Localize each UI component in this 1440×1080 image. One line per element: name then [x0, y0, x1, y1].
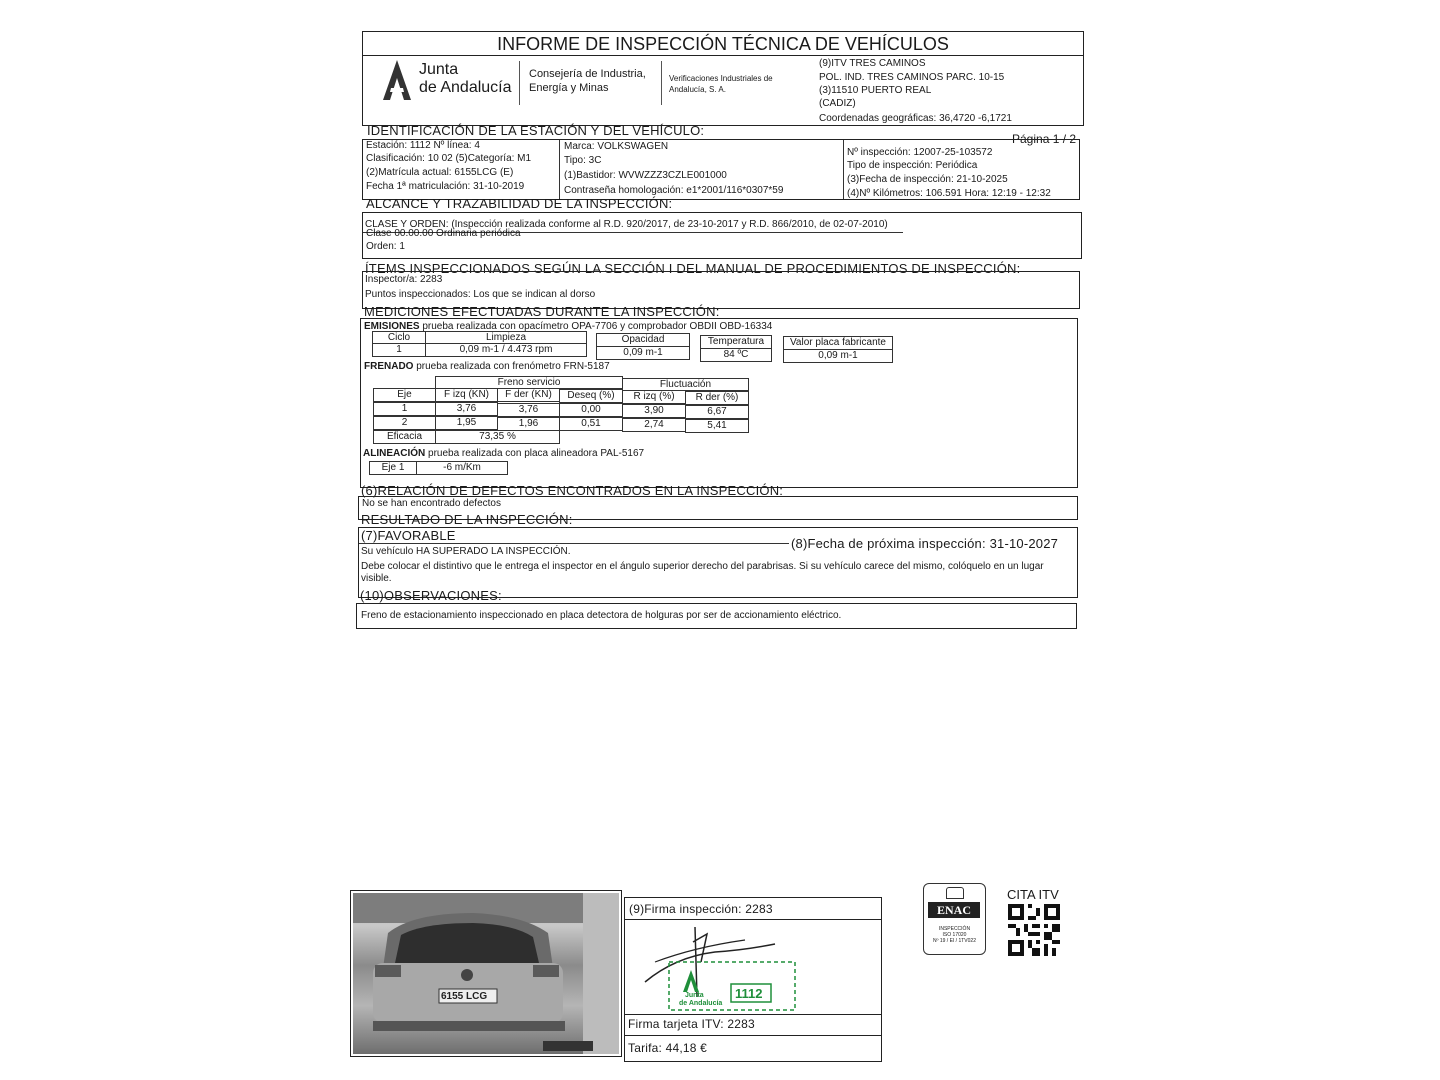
qr-code-icon[interactable]: [1008, 904, 1060, 956]
resultado-line2: Debe colocar el distintivo que le entrega el inspector en el ángulo superior derecho del parabrisas. Si su vehículo carece del mismo, colóquelo en un lugar: [361, 561, 1044, 572]
alcance-clase-orden: CLASE Y ORDEN: (Inspección realizada conforme al R.D. 920/2017, de 23-10-2017 y R.D. 866/2010, de 02-07-2010): [365, 219, 888, 230]
observaciones-box: [356, 603, 1077, 629]
signature-divider-3: [625, 1035, 881, 1036]
identificacion-heading: IDENTIFICACIÓN DE LA ESTACIÓN Y DEL VEHÍCULO:: [367, 123, 705, 138]
signature-box: [624, 897, 882, 1062]
table-row-2-r-izq: 2,74: [622, 418, 686, 432]
emisiones-label: EMISIONES: [364, 321, 420, 332]
alineacion-text: prueba realizada con placa alineadora PAL-5167: [425, 448, 645, 459]
header-divider-1: [519, 61, 520, 105]
alineacion-line: [363, 448, 644, 460]
table-row-1-deseq: 0,00: [559, 403, 623, 417]
f-der-header: F der (KN): [497, 388, 560, 402]
alcance-box: [362, 212, 1082, 259]
id-kilometros: (4)Nº Kilómetros: 106.591 Hora: 12:19 - 12:32: [847, 188, 1051, 199]
table-row-1-f-izq: 3,76: [435, 402, 498, 416]
page-number: Página 1 / 2: [1012, 132, 1077, 146]
table-row-1-r-izq: 3,90: [622, 404, 686, 418]
id-tipo: Tipo: 3C: [564, 155, 602, 166]
id-divider-1: [559, 140, 560, 199]
page-title: INFORME DE INSPECCIÓN TÉCNICA DE VEHÍCULOS: [497, 34, 949, 54]
crown-icon: [946, 887, 964, 899]
observaciones-text: Freno de estacionamiento inspeccionado en placa detectora de holguras por ser de accionamiento eléctrico.: [361, 610, 842, 621]
frenado-line: [364, 361, 610, 373]
alcance-orden: Orden: 1: [366, 241, 405, 252]
placa-header: Valor placa fabricante: [783, 336, 893, 350]
tarifa: Tarifa: 44,18 €: [628, 1041, 708, 1055]
id-clasificacion: Clasificación: 10 02 (5)Categoría: M1: [366, 153, 532, 164]
title-box: [362, 31, 1084, 56]
stamp-number: 1112: [735, 986, 763, 1001]
proxima-inspeccion: (8)Fecha de próxima inspección: 31-10-2027: [791, 536, 1059, 551]
id-fecha-inspeccion: (3)Fecha de inspección: 21-10-2025: [847, 174, 1008, 185]
enac-line1: INSPECCIÓN: [938, 926, 971, 932]
opacidad-value: 0,09 m-1: [596, 346, 690, 360]
resultado-divider: [359, 543, 789, 544]
placa-value: 0,09 m-1: [783, 349, 893, 363]
eje-header: Eje: [373, 388, 436, 402]
stamp-andalucia: de Andalucía: [679, 1000, 723, 1007]
items-inspector: Inspector/a: 2283: [365, 274, 443, 285]
defectos-heading: (6)RELACIÓN DE DEFECTOS ENCONTRADOS EN LA INSPECCIÓN:: [361, 483, 784, 498]
r-der-header: R der (%): [685, 391, 749, 405]
freno-servicio-header: Freno servicio: [435, 376, 623, 389]
mediciones-heading: MEDICIONES EFECTUADAS DURANTE LA INSPECCIÓN:: [364, 304, 720, 319]
enac-line3: Nº 19 / EI / 1TV022: [933, 938, 976, 944]
resultado-favorable: (7)FAVORABLE: [361, 528, 456, 543]
stamp-junta: Junta: [685, 992, 704, 999]
ciclo-value: 1: [372, 343, 426, 357]
deseq-header: Deseq (%): [559, 389, 623, 403]
mediciones-box: [360, 318, 1078, 488]
enac-badge: [923, 883, 986, 955]
table-row-1-f-der: 3,76: [497, 403, 560, 417]
signature-divider-1: [625, 919, 881, 920]
coordinates: Coordenadas geográficas: 36,4720 -6,1721: [819, 113, 1012, 124]
cita-itv-label: CITA ITV: [1007, 887, 1059, 902]
resultado-line1: Su vehículo HA SUPERADO LA INSPECCIÓN.: [361, 546, 571, 557]
logo-line2: de Andalucía: [419, 79, 512, 96]
id-homologacion: Contraseña homologación: e1*2001/116*0307*59: [564, 185, 784, 196]
alcance-heading: ALCANCE Y TRAZABILIDAD DE LA INSPECCIÓN:: [366, 196, 673, 211]
frenado-text: prueba realizada con frenómetro FRN-5187: [413, 361, 610, 372]
temperatura-value: 84 ºC: [700, 348, 772, 362]
vehicle-photo-frame: [350, 890, 622, 1057]
limpieza-value: 0,09 m-1 / 4.473 rpm: [425, 343, 587, 357]
table-row-2-deseq: 0,51: [559, 417, 623, 431]
table-row-2-r-der: 5,41: [685, 419, 749, 433]
car-rear-icon: [353, 893, 619, 1054]
header-divider-2: [661, 61, 662, 105]
eficacia-label: Eficacia: [373, 430, 436, 444]
id-divider-2: [843, 140, 844, 199]
items-heading: ÍTEMS INSPECCIONADOS SEGÚN LA SECCIÓN I DEL MANUAL DE PROCEDIMIENTOS DE INSPECCIÓN:: [365, 261, 1021, 276]
eje1-value: -6 m/Km: [416, 461, 508, 475]
junta-andalucia-logo-icon: [377, 58, 417, 102]
fluctuacion-header: Fluctuación: [622, 378, 749, 391]
consejeria-line2: Energía y Minas: [529, 82, 609, 94]
ciclo-header: Ciclo: [372, 331, 426, 344]
table-row-2-eje: 2: [373, 416, 436, 430]
enac-line2: ISO 17020: [942, 932, 967, 938]
firma-tarjeta: Firma tarjeta ITV: 2283: [628, 1017, 755, 1031]
signature-divider-2: [625, 1014, 881, 1015]
opacidad-header: Opacidad: [596, 333, 690, 347]
id-bastidor: (1)Bastidor: WVWZZZ3CZLE001000: [564, 170, 727, 181]
plate-number: 6155 LCG: [441, 991, 488, 1002]
verif-line1: Verificaciones Industriales de: [669, 74, 773, 83]
consejeria-line1: Consejería de Industria,: [529, 68, 646, 80]
id-matricula: (2)Matrícula actual: 6155LCG (E): [366, 167, 514, 178]
frenado-label: FRENADO: [364, 361, 414, 372]
id-fecha-matriculacion: Fecha 1ª matriculación: 31-10-2019: [366, 181, 525, 192]
identificacion-box: [362, 139, 1080, 200]
resultado-heading: RESULTADO DE LA INSPECCIÓN:: [361, 512, 573, 527]
table-row-2-f-der: 1,96: [497, 417, 560, 431]
items-puntos: Puntos inspeccionados: Los que se indican al dorso: [365, 289, 596, 300]
enac-logo: ENAC: [928, 902, 980, 918]
station-line2: POL. IND. TRES CAMINOS PARC. 10-15: [819, 72, 1005, 83]
id-tipo-inspeccion: Tipo de inspección: Periódica: [847, 160, 978, 171]
station-line4: (CADIZ): [819, 98, 856, 109]
station-line3: (3)11510 PUERTO REAL: [819, 85, 932, 96]
r-izq-header: R izq (%): [622, 390, 686, 404]
logo-line1: Junta: [419, 61, 459, 78]
vehicle-photo: [353, 893, 619, 1054]
header-box: [362, 55, 1084, 126]
eficacia-value: 73,35 %: [435, 430, 560, 444]
limpieza-header: Limpieza: [425, 331, 587, 344]
verif-line2: Andalucía, S. A.: [669, 85, 726, 94]
emisiones-text: prueba realizada con opacímetro OPA-7706 y comprobador OBDII OBD-16334: [419, 321, 773, 332]
resultado-line3: visible.: [361, 573, 392, 584]
temperatura-header: Temperatura: [700, 335, 772, 349]
id-station: Estación: 1112 Nº línea: 4: [366, 140, 480, 151]
table-row-1-r-der: 6,67: [685, 405, 749, 419]
defectos-text: No se han encontrado defectos: [362, 498, 501, 509]
station-line1: (9)ITV TRES CAMINOS: [819, 58, 926, 69]
alcance-clase: Clase 00.00.00 Ordinaria periódica: [366, 228, 521, 239]
f-izq-header: F izq (KN): [435, 388, 498, 402]
id-marca: Marca: VOLKSWAGEN: [564, 141, 669, 152]
eje1-label: Eje 1: [369, 461, 417, 475]
alineacion-label: ALINEACIÓN: [363, 448, 426, 459]
table-row-1-eje: 1: [373, 402, 436, 416]
table-row-2-f-izq: 1,95: [435, 416, 498, 430]
observaciones-heading: (10)OBSERVACIONES:: [360, 588, 502, 603]
firma-inspeccion: (9)Firma inspección: 2283: [629, 902, 773, 916]
id-num-inspeccion: Nº inspección: 12007-25-103572: [847, 147, 993, 158]
